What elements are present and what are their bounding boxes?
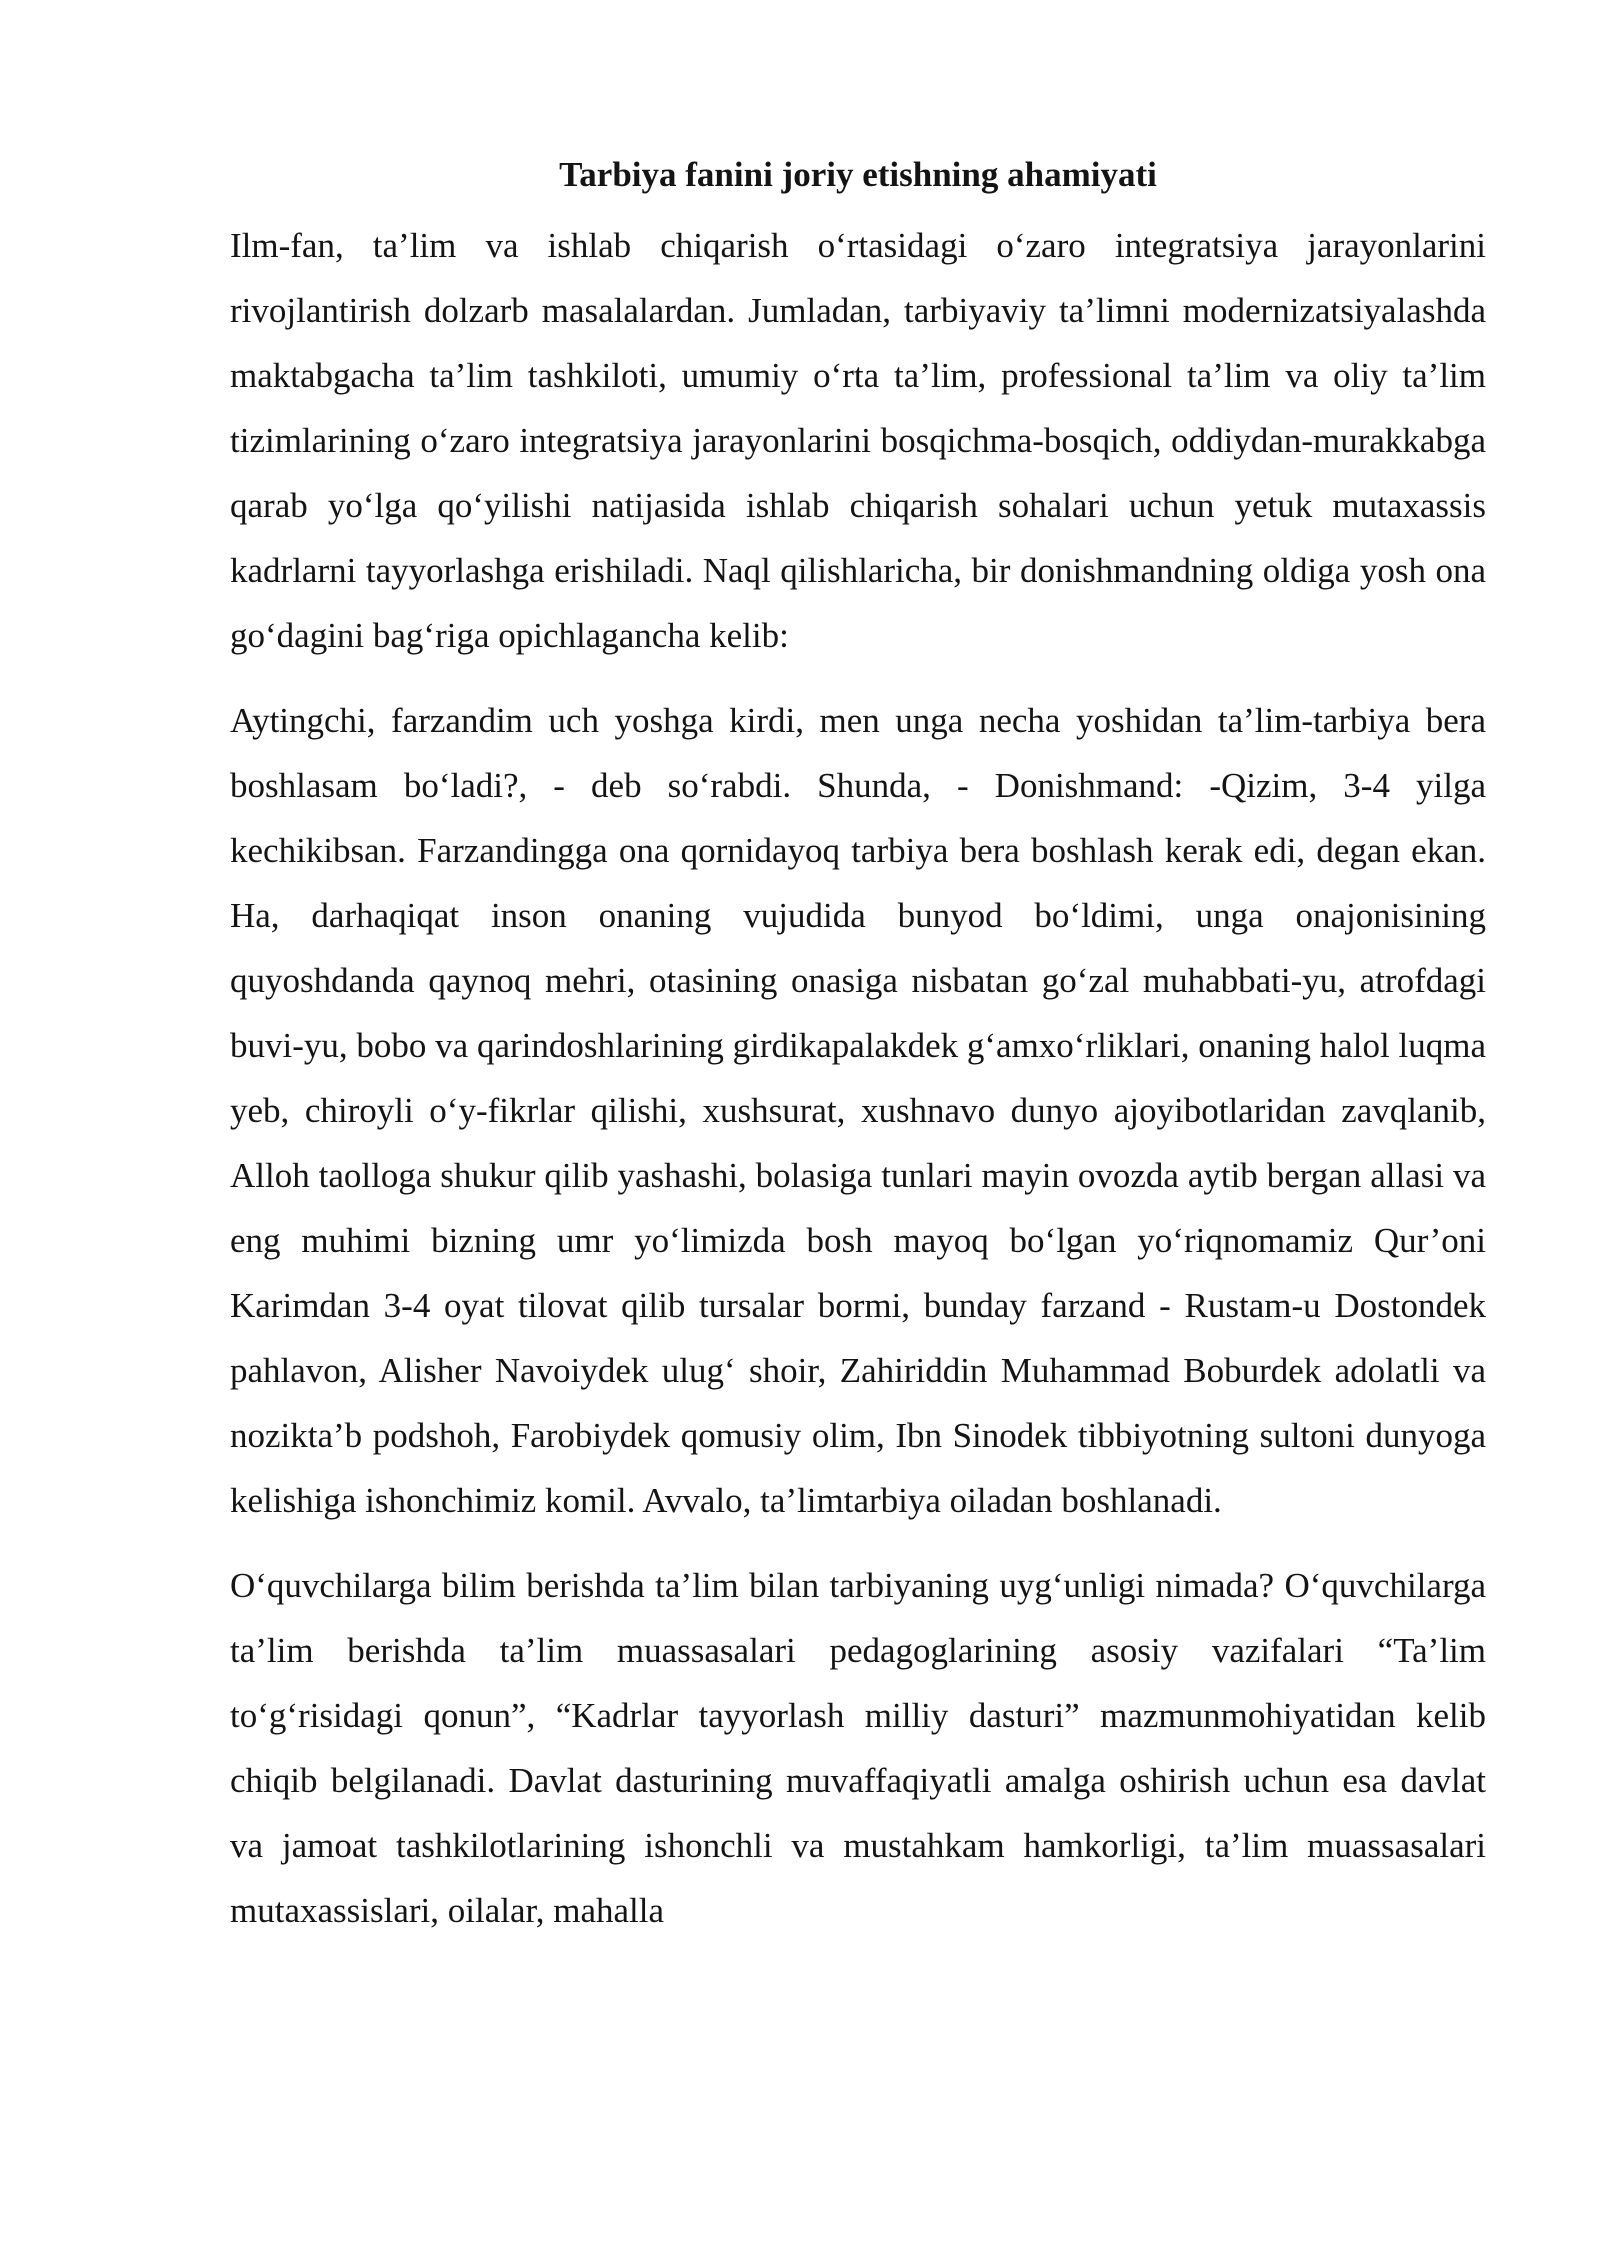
paragraph: O‘quvchilarga bilim berishda ta’lim bilan tarbiyaning uyg‘unligi nimada? O‘quvchilarga ta’lim berishda ta’lim muassasalari pedagoglarining asosiy vazifalari “Ta’lim to‘g‘risidagi qonun”, “Kadrlar tayyorlash milliy dasturi” mazmunmohiyatidan kelib chiqib belgilanadi. Davlat dasturining muvaffaqiyatli amalga oshirish uchun esa davlat va jamoat tashkilotlarining ishonchli va mustahkam hamkorligi, ta’lim muassasalari mutaxassislari, oilalar, mahalla [230,1566,1486,1930]
paragraph: Ilm-fan, ta’lim va ishlab chiqarish o‘rtasidagi o‘zaro integratsiya jarayonlarini rivojlantirish dolzarb masalalardan. Jumladan, tarbiyaviy ta’limni modernizatsiyalashda maktabgacha ta’lim tashkiloti, umumiy o‘rta ta’lim, professional ta’lim va oliy ta’lim tizimlarining o‘zaro integratsiya jarayonlarini bosqichma-bosqich, oddiydan-murakkabga qarab yo‘lga qo‘yilishi natijasida ishlab chiqarish sohalari uchun yetuk mutaxassis kadrlarni tayyorlashga erishiladi. Naql qilishlaricha, bir donishmandning oldiga yosh ona go‘dagini bag‘riga opichlagancha kelib: [230,226,1486,655]
paragraph: Aytingchi, farzandim uch yoshga kirdi, men unga necha yoshidan ta’lim-tarbiya bera boshlasam bo‘ladi?, - deb so‘rabdi. Shunda, - Donishmand: -Qizim, 3-4 yilga kechikibsan. Farzandingga ona qornidayoq tarbiya bera boshlash kerak edi, degan ekan. Ha, darhaqiqat inson onaning vujudida bunyod bo‘ldimi, unga onajonisining quyoshdanda qaynoq mehri, otasining onasiga nisbatan go‘zal muhabbati-yu, atrofdagi buvi-yu, bobo va qarindoshlarining girdikapalakdek g‘amxo‘rliklari, onaning halol luqma yeb, chiroyli o‘y-fikrlar qilishi, xushsurat, xushnavo dunyo ajoyibotlaridan zavqlanib, Alloh taolloga shukur qilib yashashi, bolasiga tunlari mayin ovozda aytib bergan allasi va eng muhimi bizning umr yo‘limizda bosh mayoq bo‘lgan yo‘riqnomamiz Qur’oni Karimdan 3-4 oyat tilovat qilib tursalar bormi, bunday farzand - Rustam-u Dostondek pahlavon, Alisher Navoiydek ulug‘ shoir, Zahiriddin Muhammad Boburdek adolatli va nozikta’b podshoh, Farobiydek qomusiy olim, Ibn Sinodek tibbiyotning sultoni dunyoga kelishiga ishonchimiz komil. Avvalo, ta’limtarbiya oiladan boshlanadi. [230,701,1486,1520]
document-title: Tarbiya fanini joriy etishning ahamiyati [559,155,1157,194]
document-body [230,150,1486,1943]
